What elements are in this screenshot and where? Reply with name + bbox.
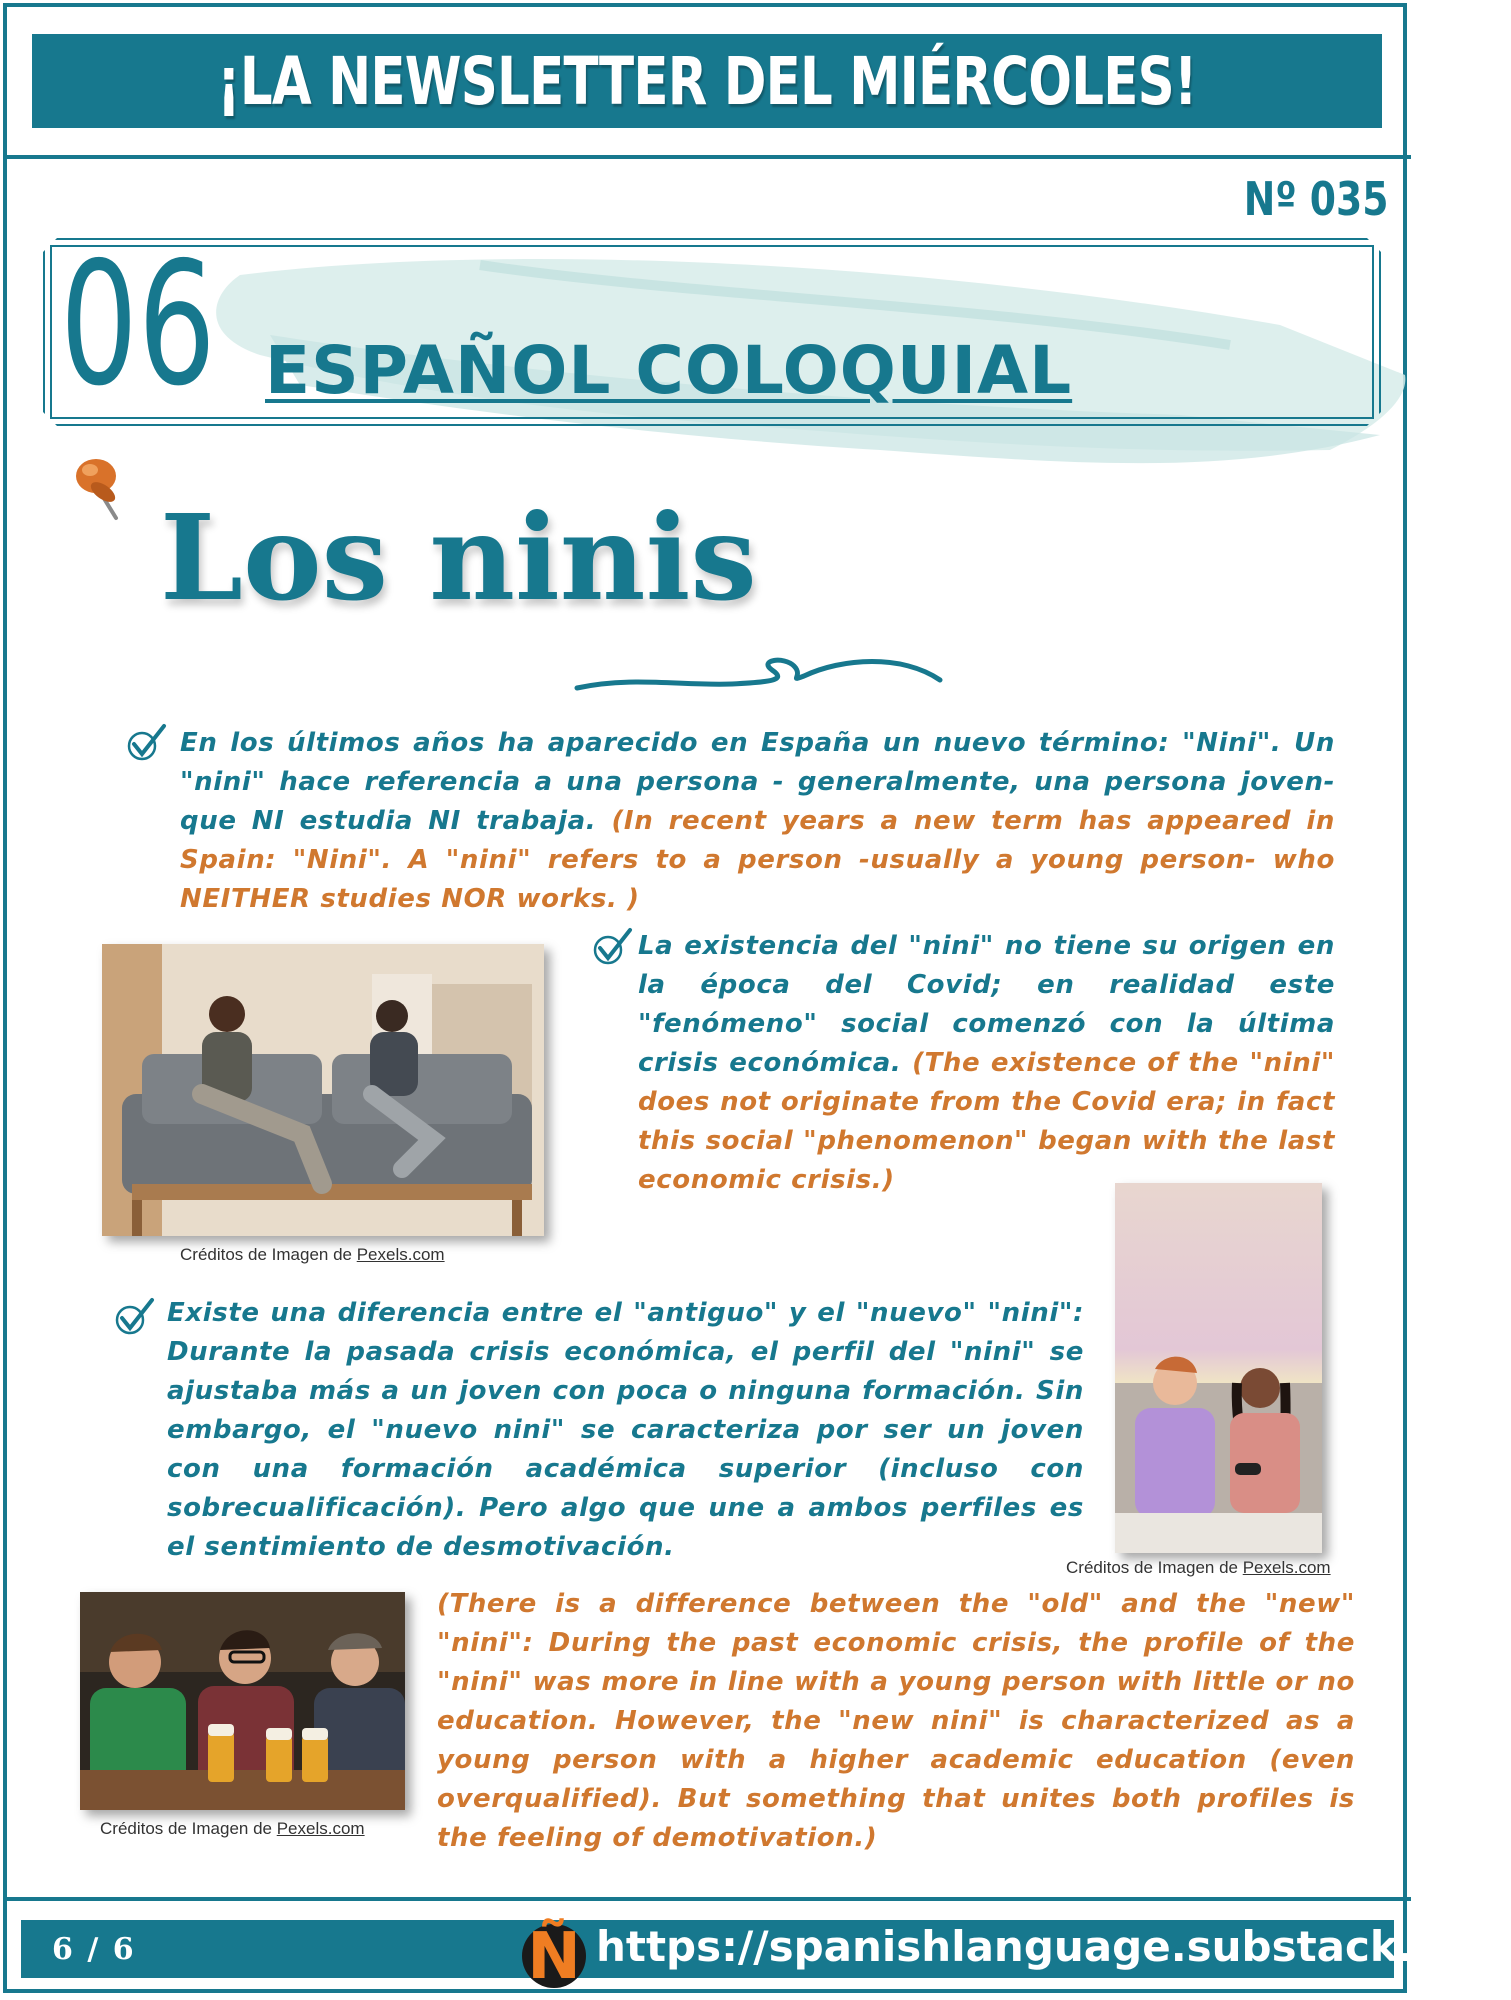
- paragraph-3: [167, 1294, 1084, 1567]
- paragraph-2-english: (The existence of the "nini" does not originate from the Covid era; in fact this social "phenomenon" began with the last economic crisis.): [638, 1048, 1335, 1195]
- photo-couple-on-sofa-image: [102, 944, 544, 1236]
- image-credit-2: [1066, 1558, 1331, 1578]
- image-credit-3: [100, 1819, 365, 1839]
- photo-friends-with-beer-image: [80, 1592, 405, 1810]
- photo-teens-gaming: [1115, 1183, 1322, 1553]
- footer-divider: [3, 1897, 1411, 1901]
- section-number: [60, 226, 276, 424]
- newsletter-title: ¡LA NEWSLETTER DEL MIÉRCOLES!: [217, 42, 1197, 120]
- site-url-link[interactable]: https://spanishlanguage.substack.com: [596, 1922, 1511, 1971]
- image-credit-1-prefix: Créditos de Imagen de: [180, 1245, 357, 1264]
- pushpin-icon: [66, 452, 130, 526]
- image-credit-2-prefix: Créditos de Imagen de: [1066, 1558, 1243, 1577]
- paragraph-4-english: (There is a difference between the "old" and the "new" "nini": During the past economic crisis, the profile of the "nini" was more in line with a young person with little or no education. However, the "new nini" is characterized as a young person with a higher academic education (even overqualified). But something that unites both profiles is the feeling of demotivation.): [437, 1589, 1355, 1853]
- photo-teens-gaming-image: [1115, 1183, 1322, 1553]
- paragraph-4: [437, 1585, 1355, 1858]
- image-credit-2-link[interactable]: Pexels.com: [1242, 1558, 1331, 1577]
- issue-number: [1212, 172, 1388, 226]
- image-credit-1: [180, 1245, 445, 1265]
- image-credit-3-link[interactable]: Pexels.com: [276, 1819, 365, 1838]
- section-title: ESPAÑOL COLOQUIAL: [265, 332, 1073, 409]
- check-circle-icon: [590, 926, 634, 966]
- section-number-text: 06: [60, 226, 216, 424]
- header-divider: [3, 155, 1411, 159]
- image-credit-1-link[interactable]: Pexels.com: [356, 1245, 445, 1264]
- paragraph-2-spanish: La existencia del "nini" no tiene su origen en la época del Covid; en realidad este "fenómeno" social comenzó con la última crisis económica.: [638, 931, 1335, 1078]
- page-number: 6 / 6: [52, 1932, 136, 1967]
- article-title: Los ninis: [160, 488, 757, 627]
- image-credit-3-prefix: Créditos de Imagen de: [100, 1819, 277, 1838]
- newsletter-header: [32, 34, 1382, 128]
- paragraph-3-spanish: Existe una diferencia entre el "antiguo" y el "nuevo" "nini": Durante la pasada crisis económica, el perfil del "nini" se ajustaba más a un joven con poca o ninguna formación. Sin embargo, el "nuevo nini" se caracteriza por ser un joven con una formación académica superior (incluso con sobrecualificación). Pero algo que une a ambos perfiles es el sentimiento de desmotivación.: [167, 1298, 1084, 1562]
- issue-number-text: Nº 035: [1243, 172, 1388, 226]
- paragraph-1-english: (In recent years a new term has appeared in Spain: "Nini". A "nini" refers to a person -usually a young person- who NEITHER studies NOR works. ): [180, 806, 1335, 914]
- check-circle-icon: [112, 1296, 156, 1336]
- swash-divider-icon: [572, 646, 944, 698]
- check-circle-icon: [124, 722, 168, 762]
- paragraph-1-spanish: En los últimos años ha aparecido en España un nuevo término: "Nini". Un "nini" hace referencia a una persona - generalmente, una persona joven- que NI estudia NI trabaja.: [180, 728, 1335, 836]
- photo-friends-with-beer: [80, 1592, 405, 1810]
- photo-couple-on-sofa: [102, 944, 544, 1236]
- paragraph-1: [180, 724, 1335, 919]
- paragraph-2: [638, 927, 1335, 1200]
- ñ-logo-letter: Ñ: [527, 1920, 581, 1994]
- ñ-logo-icon: [516, 1912, 592, 1994]
